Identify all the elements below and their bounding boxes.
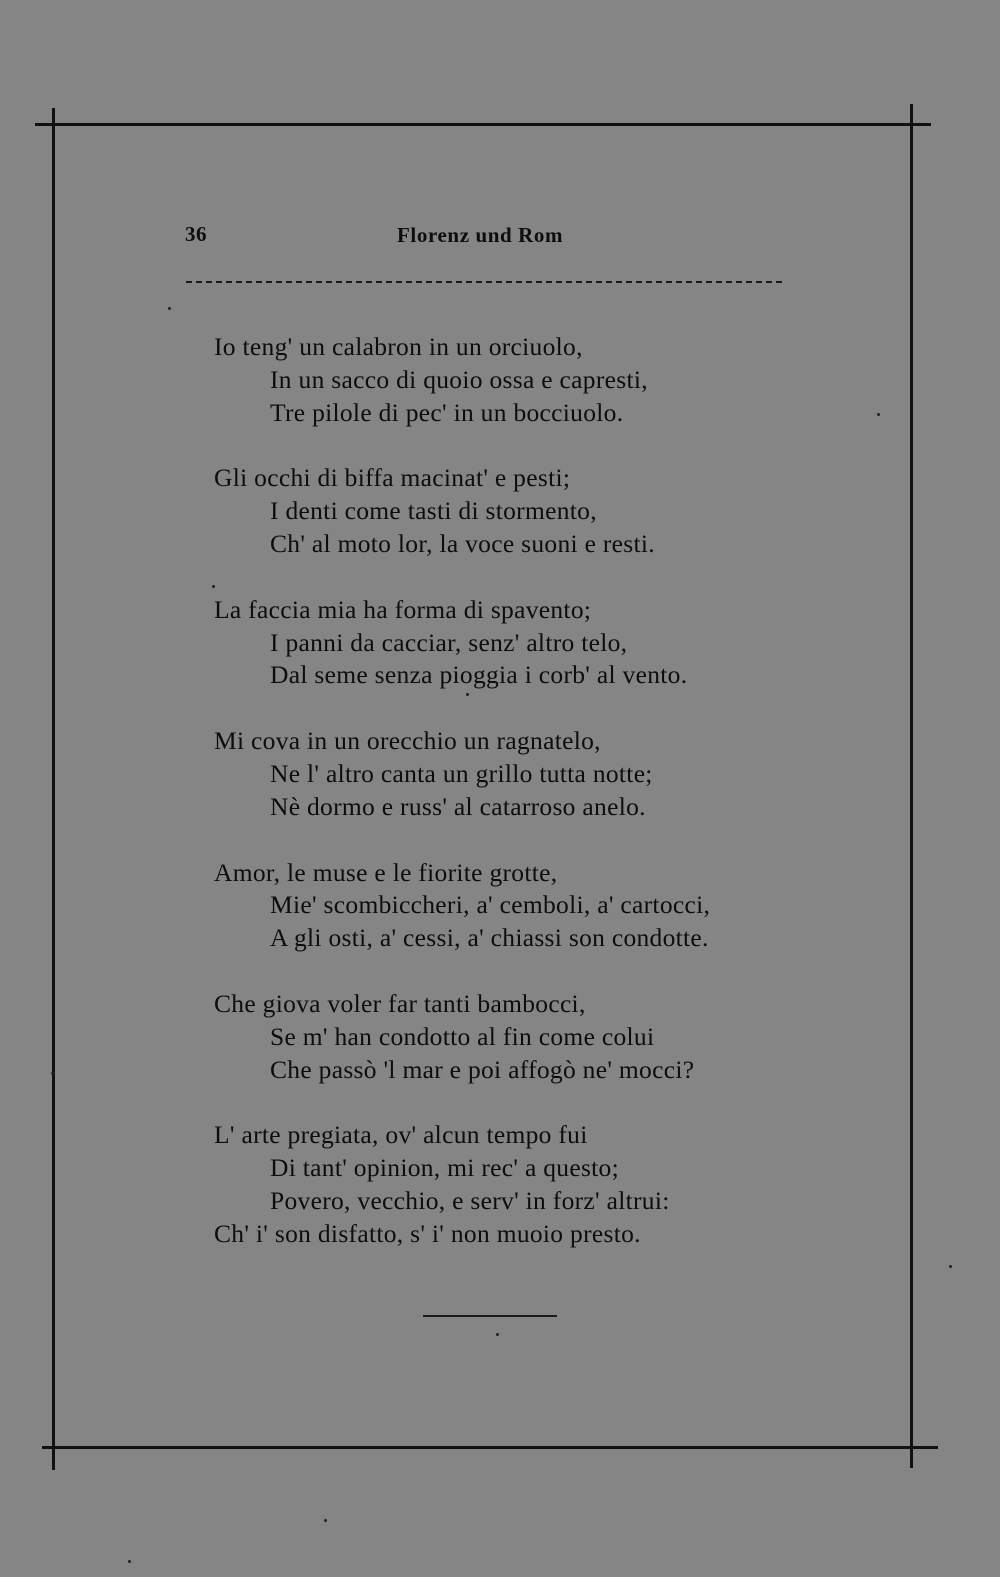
poem-line: In un sacco di quoio ossa e capresti, bbox=[270, 364, 648, 394]
poem-line: Povero, vecchio, e serv' in forz' altrui: bbox=[270, 1185, 670, 1215]
scan-speck bbox=[496, 1333, 499, 1336]
poem-line: Dal seme senza pioggia i corb' al vento. bbox=[270, 660, 688, 690]
scan-speck bbox=[212, 585, 215, 588]
stanza bbox=[214, 594, 854, 692]
scan-speck bbox=[324, 1519, 327, 1522]
page-number: 36 bbox=[185, 222, 207, 246]
scan-speck bbox=[168, 307, 171, 310]
stanza bbox=[214, 988, 854, 1086]
poem-line: Ne l' altro canta un grillo tutta notte; bbox=[270, 758, 653, 788]
poem-line: I denti come tasti di stormento, bbox=[270, 496, 597, 526]
frame-right-rule bbox=[910, 104, 913, 1468]
poem-line: A gli osti, a' cessi, a' chiassi son condotte. bbox=[270, 923, 709, 953]
stanza bbox=[214, 1119, 854, 1250]
stanza bbox=[214, 331, 854, 429]
poem-body bbox=[214, 331, 854, 1284]
poem-line: Che passò 'l mar e poi affogò ne' mocci? bbox=[270, 1054, 695, 1084]
poem-line: Ch' al moto lor, la voce suoni e resti. bbox=[270, 528, 655, 558]
stanza bbox=[214, 725, 854, 823]
frame-bottom-rule bbox=[42, 1446, 938, 1449]
poem-line: Amor, le muse e le fiorite grotte, bbox=[214, 857, 558, 887]
header-rule bbox=[186, 281, 782, 283]
scan-speck bbox=[877, 413, 880, 416]
poem-line: Gli occhi di biffa macinat' e pesti; bbox=[214, 463, 571, 493]
running-title: Florenz und Rom bbox=[397, 223, 564, 247]
poem-line: Mi cova in un orecchio un ragnatelo, bbox=[214, 726, 601, 756]
poem-line: Che giova voler far tanti bambocci, bbox=[214, 988, 586, 1018]
stanza bbox=[214, 462, 854, 560]
scan-speck bbox=[466, 693, 469, 696]
frame-left-rule bbox=[52, 108, 55, 1470]
poem-line: Di tant' opinion, mi rec' a questo; bbox=[270, 1153, 619, 1183]
stanza bbox=[214, 857, 854, 955]
poem-line: L' arte pregiata, ov' alcun tempo fui bbox=[214, 1120, 588, 1150]
poem-line: Mie' scombiccheri, a' cemboli, a' cartocci, bbox=[270, 890, 711, 920]
poem-line: Tre pilole di pec' in un bocciuolo. bbox=[270, 397, 624, 427]
scan-speck bbox=[128, 1560, 131, 1563]
poem-line: Io teng' un calabron in un orciuolo, bbox=[214, 332, 583, 361]
poem-line: Ch' i' son disfatto, s' i' non muoio presto. bbox=[214, 1218, 641, 1248]
scan-speck bbox=[949, 1265, 952, 1268]
end-rule bbox=[423, 1315, 557, 1317]
scan-speck bbox=[51, 1072, 54, 1075]
poem-line: I panni da cacciar, senz' altro telo, bbox=[270, 627, 628, 657]
poem-line: Se m' han condotto al fin come colui bbox=[270, 1021, 655, 1051]
poem-line: Nè dormo e russ' al catarroso anelo. bbox=[270, 791, 646, 821]
frame-top-rule bbox=[35, 123, 931, 126]
poem-line: La faccia mia ha forma di spavento; bbox=[214, 594, 592, 624]
